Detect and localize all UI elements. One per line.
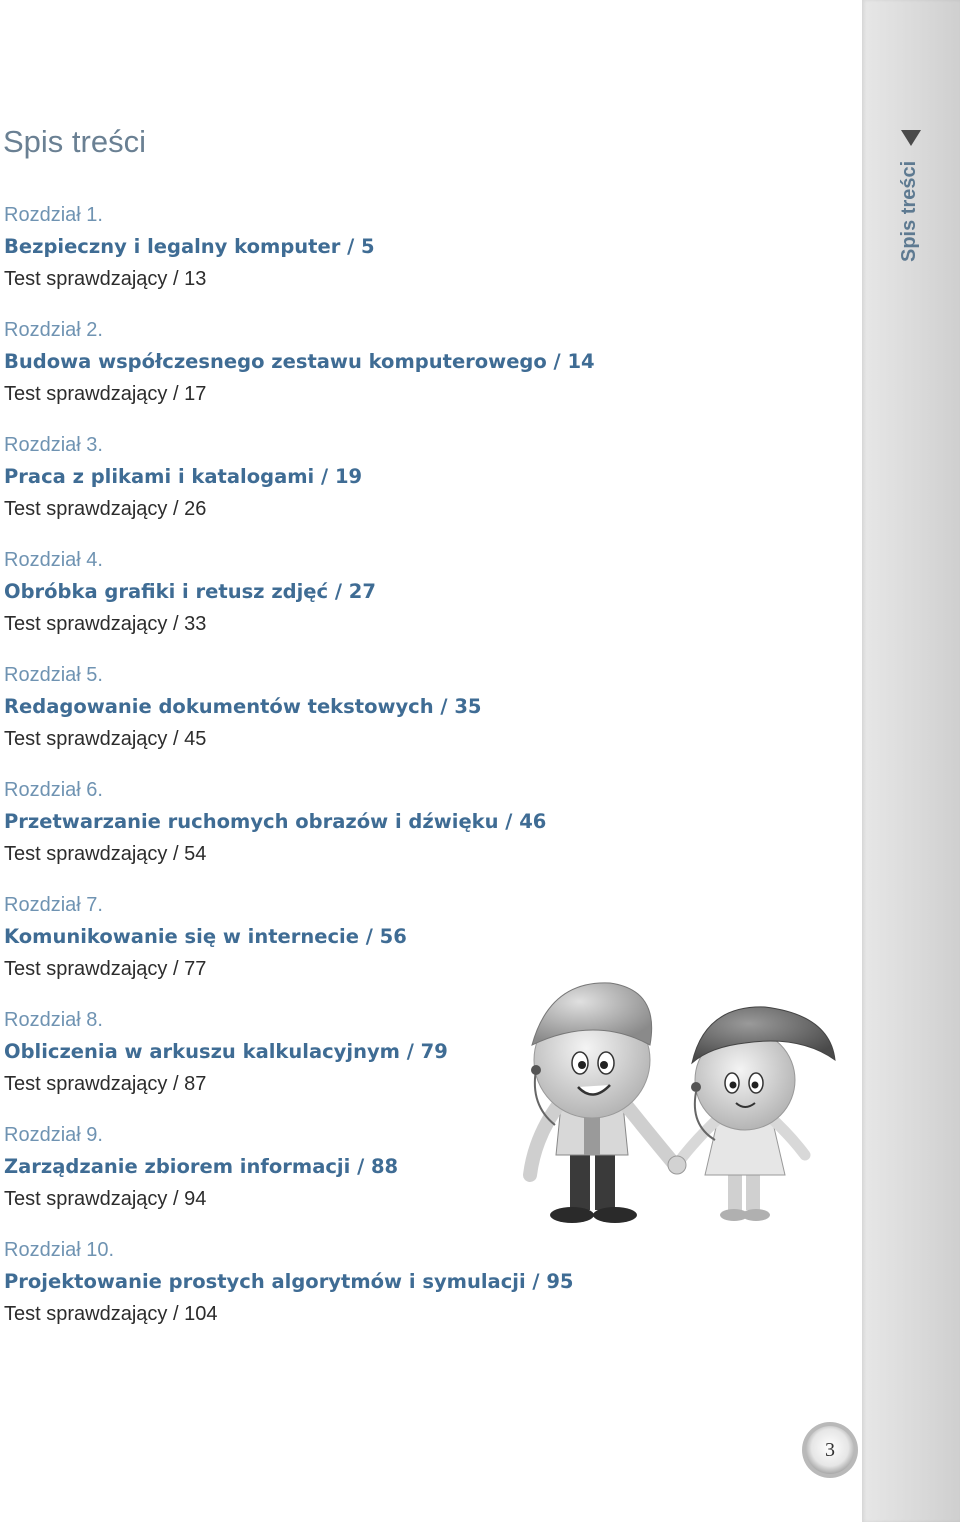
chapter-label: Rozdział 3. — [4, 434, 103, 456]
side-tab-label-text: Spis treści — [898, 160, 920, 262]
chapter-label: Rozdział 1. — [4, 204, 103, 226]
chapter-test[interactable]: Test sprawdzający / 33 — [4, 613, 207, 635]
boy-figure — [530, 983, 675, 1223]
chapter-label: Rozdział 7. — [4, 894, 103, 916]
chapter-title[interactable]: Obróbka grafiki i retusz zdjęć / 27 — [4, 580, 376, 603]
chapter-test[interactable]: Test sprawdzający / 87 — [4, 1073, 207, 1095]
chapter-title[interactable]: Praca z plikami i katalogami / 19 — [4, 465, 363, 488]
chapter-entry — [4, 199, 704, 314]
chapter-title[interactable]: Budowa współczesnego zestawu komputerowego / 14 — [4, 350, 595, 373]
chapter-test[interactable]: Test sprawdzający / 104 — [4, 1303, 218, 1325]
chapter-test[interactable]: Test sprawdzający / 77 — [4, 958, 207, 980]
chapter-entry — [4, 544, 704, 659]
chapter-title[interactable]: Redagowanie dokumentów tekstowych / 35 — [4, 695, 482, 718]
chapter-test[interactable]: Test sprawdzający / 17 — [4, 383, 207, 405]
chapter-entry — [4, 1234, 704, 1349]
chapter-label: Rozdział 10. — [4, 1239, 115, 1261]
chapter-entry — [4, 314, 704, 429]
chapter-label: Rozdział 2. — [4, 319, 103, 341]
chapter-test[interactable]: Test sprawdzający / 45 — [4, 728, 207, 750]
chapter-label: Rozdział 9. — [4, 1124, 103, 1146]
page-title: Spis treści — [3, 124, 146, 159]
chapter-test[interactable]: Test sprawdzający / 94 — [4, 1188, 207, 1210]
chapter-title[interactable]: Bezpieczny i legalny komputer / 5 — [4, 235, 375, 258]
chapter-entry — [4, 774, 704, 889]
chapter-title[interactable]: Zarządzanie zbiorem informacji / 88 — [4, 1155, 399, 1178]
chapter-label: Rozdział 8. — [4, 1009, 103, 1031]
page-number: 3 — [825, 1439, 835, 1461]
chapter-test[interactable]: Test sprawdzający / 54 — [4, 843, 207, 865]
chapter-title[interactable]: Komunikowanie się w internecie / 56 — [4, 925, 407, 948]
chapter-label: Rozdział 6. — [4, 779, 103, 801]
kids-illustration — [500, 975, 845, 1245]
chapter-entry — [4, 429, 704, 544]
chapter-label: Rozdział 5. — [4, 664, 103, 686]
girl-figure — [678, 1007, 835, 1221]
chapter-test[interactable]: Test sprawdzający / 13 — [4, 268, 207, 290]
chapter-title[interactable]: Obliczenia w arkuszu kalkulacyjnym / 79 — [4, 1040, 448, 1063]
chapter-entry — [4, 659, 704, 774]
chapter-test[interactable]: Test sprawdzający / 26 — [4, 498, 207, 520]
side-tab-label — [894, 42, 924, 262]
chapter-label: Rozdział 4. — [4, 549, 103, 571]
chapter-title[interactable]: Przetwarzanie ruchomych obrazów i dźwięku / 46 — [4, 810, 547, 833]
chapter-title[interactable]: Projektowanie prostych algorytmów i symulacji / 95 — [4, 1270, 574, 1293]
